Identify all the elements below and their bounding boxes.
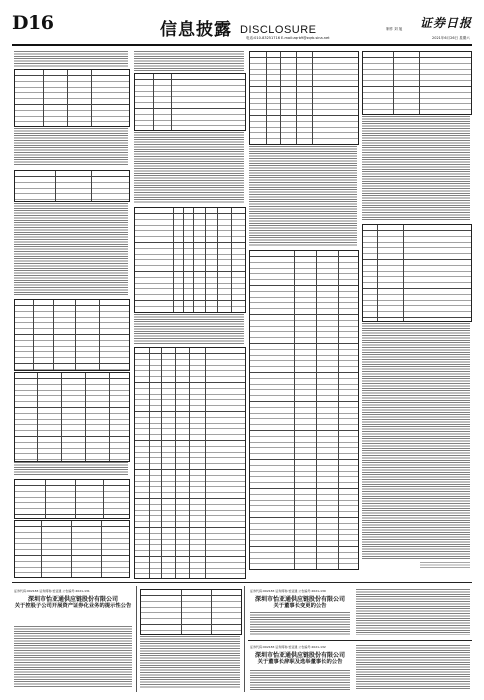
text-block — [249, 146, 357, 246]
data-table — [14, 520, 130, 578]
announcement-company: 深圳市怡亚通供应链股份有限公司 — [254, 652, 345, 659]
column-divider — [244, 586, 245, 692]
announcement-title: 关于董事长辞职及选举董事长的公告 — [257, 659, 343, 665]
announcement-code-line: 证券代码:002183 证券简称:怡亚通 公告编号:2021-130 — [250, 589, 326, 593]
data-table — [14, 372, 130, 462]
text-block — [134, 132, 244, 204]
data-table — [134, 347, 246, 579]
section-divider — [12, 582, 472, 583]
data-table — [134, 73, 246, 131]
editor-line: 制作 刘 旭 — [386, 27, 403, 31]
data-table — [14, 69, 130, 127]
section-title: 信息披露 — [160, 20, 232, 40]
text-block — [362, 116, 470, 220]
date-line: 2021年6月26日 星期六 — [432, 36, 470, 40]
section-title-en: DISCLOSURE — [240, 24, 317, 36]
text-block — [14, 626, 132, 688]
data-table — [140, 589, 242, 635]
signature-block — [420, 562, 470, 568]
announcement-code-line: 证券代码:002183 证券简称:怡亚通 公告编号:2021-131 — [14, 589, 90, 593]
text-block — [140, 636, 240, 688]
data-table — [14, 299, 130, 371]
data-table — [14, 479, 130, 519]
data-table — [249, 51, 359, 145]
column-divider — [136, 586, 137, 692]
data-table — [134, 207, 246, 313]
data-table — [362, 224, 472, 322]
text-block — [14, 462, 128, 476]
text-block — [14, 51, 128, 67]
page-number: D16 — [12, 12, 54, 34]
header-rule — [12, 44, 472, 46]
masthead-logo: 证券日报 — [420, 16, 473, 30]
announcement-company: 深圳市怡亚通供应链股份有限公司 — [254, 596, 345, 603]
data-table — [249, 250, 359, 570]
announcement-company: 深圳市怡亚通供应链股份有限公司 — [27, 596, 118, 603]
announcement-title: 关于控股子公司开展资产证券化业务的提示性公告 — [14, 603, 132, 609]
contact-line: 电话:010-83251716 E-mail:zqrb9@zqrb.sina.net — [246, 36, 330, 40]
text-block — [134, 314, 244, 344]
section-divider — [248, 640, 472, 641]
announcement-title: 关于董事长变更的公告 — [273, 603, 327, 609]
data-table — [362, 51, 472, 115]
text-block — [356, 589, 470, 635]
text-block — [250, 612, 350, 636]
data-table — [14, 170, 130, 202]
text-block — [362, 323, 470, 559]
announcement-code-line: 证券代码:002183 证券简称:怡亚通 公告编号:2021-132 — [250, 645, 326, 649]
text-block — [134, 51, 244, 71]
text-block — [250, 670, 350, 690]
text-block — [356, 645, 470, 689]
text-block — [14, 128, 128, 166]
text-block — [14, 203, 128, 295]
